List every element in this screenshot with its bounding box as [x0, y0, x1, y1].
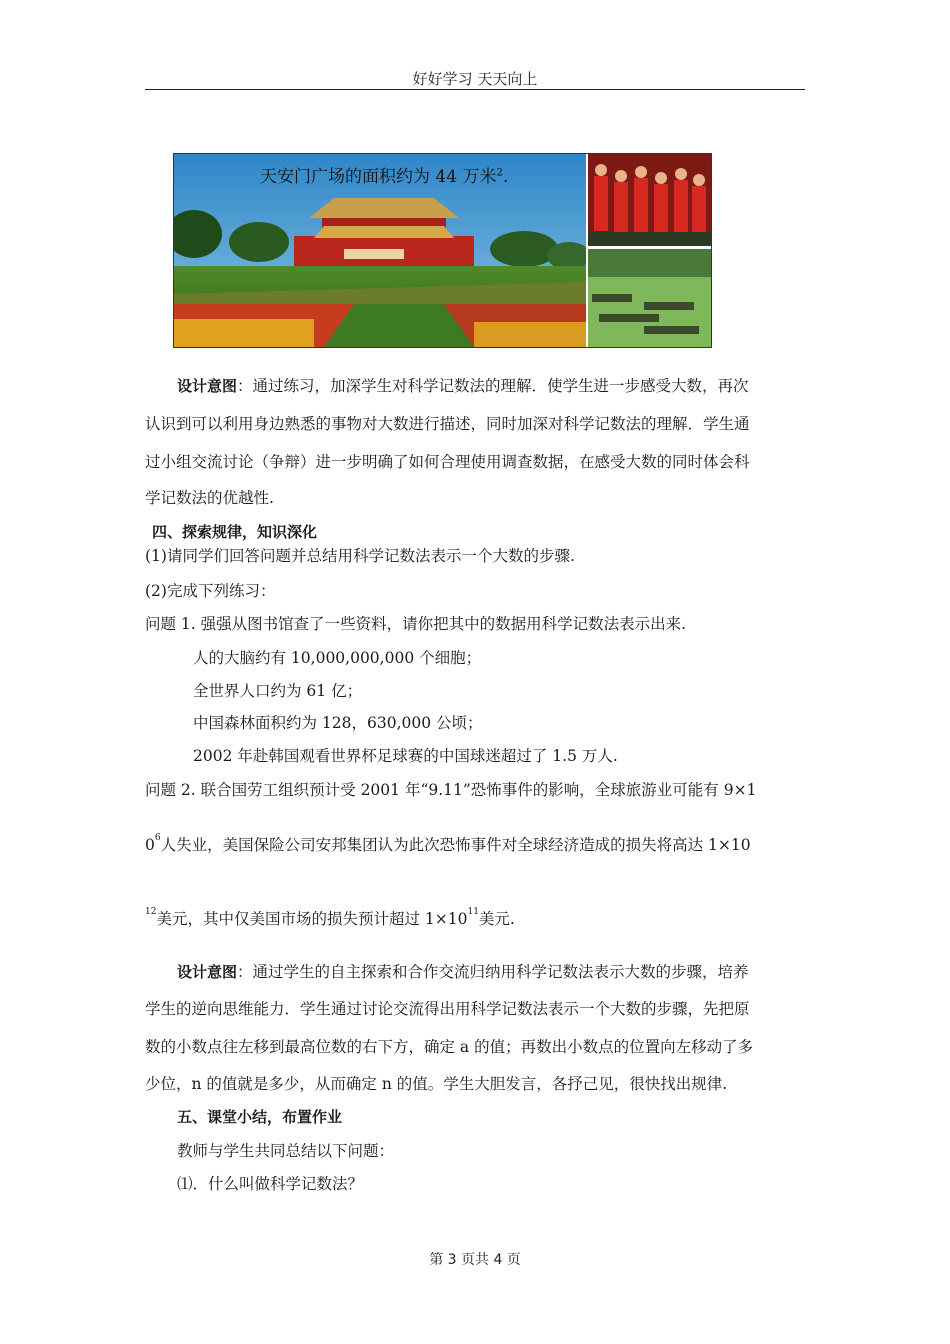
header-divider — [145, 89, 805, 90]
section-4-heading: 四、探索规律，知识深化 — [152, 523, 318, 541]
text-span: ：通过练习，加深学生对科学记数法的理解．使学生进一步感受大数，再次 — [237, 377, 749, 395]
exponent: 6 — [154, 833, 161, 843]
design-intent-2-line-1 — [177, 962, 749, 982]
text-span: 美元. — [478, 910, 515, 928]
question-2-line-2 — [145, 835, 751, 858]
page-footer: 第 3 页共 4 页 — [429, 1252, 521, 1268]
design-intent-2-line-2: 学生的逆向思维能力．学生通过讨论交流得出用科学记数法表示一个大数的步骤，先把原 — [145, 1000, 750, 1018]
design-intent-2-line-4: 少位，n 的值就是多少，从而确定 n 的值。学生大胆发言，各抒己见，很快找出规律. — [145, 1075, 728, 1093]
design-intent-2-line-3: 数的小数点往左移到最高位数的右下方，确定 a 的值；再数出小数点的位置向左移动了多 — [145, 1038, 754, 1056]
fact-item: 全世界人口约为 61 亿； — [193, 682, 363, 700]
text-span: 0 — [145, 836, 155, 854]
header-title: 好好学习 天天向上 — [412, 70, 538, 88]
design-intent-1-line-4: 学记数法的优越性. — [145, 489, 274, 507]
section-4-item-2: (2)完成下列练习： — [145, 582, 276, 600]
section-5-intro: 教师与学生共同总结以下问题： — [177, 1142, 395, 1160]
section-4-item-1: (1)请同学们回答问题并总结用科学记数法表示一个大数的步骤. — [145, 547, 575, 565]
section-5-item-1: ⑴．什么叫做科学记数法？ — [177, 1175, 364, 1193]
caption-end: . — [502, 167, 509, 187]
exponent: 11 — [467, 907, 479, 917]
question-2-line-1: 问题 2. 联合国劳工组织预计受 2001 年“9.11”恐怖事件的影响，全球旅游业可能有 9×1 — [145, 781, 757, 799]
fact-item: 2002 年赴韩国观看世界杯足球赛的中国球迷超过了 1.5 万人. — [193, 747, 618, 765]
photo-caption — [260, 162, 508, 187]
caption-text: 天安门广场的面积约为 44 万米 — [260, 167, 497, 187]
question-1: 问题 1. 强强从图书馆查了一些资料，请你把其中的数据用科学记数法表示出来. — [145, 615, 687, 633]
fact-item: 人的大脑约有 10,000,000,000 个细胞； — [193, 649, 482, 667]
design-intent-1-line-3: 过小组交流讨论（争辩）进一步明确了如何合理使用调查数据，在感受大数的同时体会科 — [145, 453, 750, 471]
text-span: 人失业，美国保险公司安邦集团认为此次恐怖事件对全球经济造成的损失将高达 1×10 — [160, 836, 751, 854]
design-intent-1-line-1 — [177, 376, 749, 396]
section-5-heading: 五、课堂小结，布置作业 — [177, 1108, 343, 1126]
tiananmen-photo — [173, 153, 712, 348]
design-intent-label: 设计意图 — [177, 377, 238, 395]
exponent: 12 — [145, 907, 157, 917]
design-intent-1-line-2: 认识到可以利用身边熟悉的事物对大数进行描述，同时加深对科学记数法的理解．学生通 — [145, 415, 750, 433]
fact-item: 中国森林面积约为 128，630,000 公顷； — [193, 714, 483, 732]
caption-exponent: 2 — [496, 167, 503, 179]
design-intent-label: 设计意图 — [177, 963, 238, 981]
text-span: 美元，其中仅美国市场的损失预计超过 1×10 — [156, 910, 468, 928]
question-2-line-3 — [145, 909, 515, 932]
text-span: ：通过学生的自主探索和合作交流归纳用科学记数法表示大数的步骤，培养 — [237, 963, 749, 981]
